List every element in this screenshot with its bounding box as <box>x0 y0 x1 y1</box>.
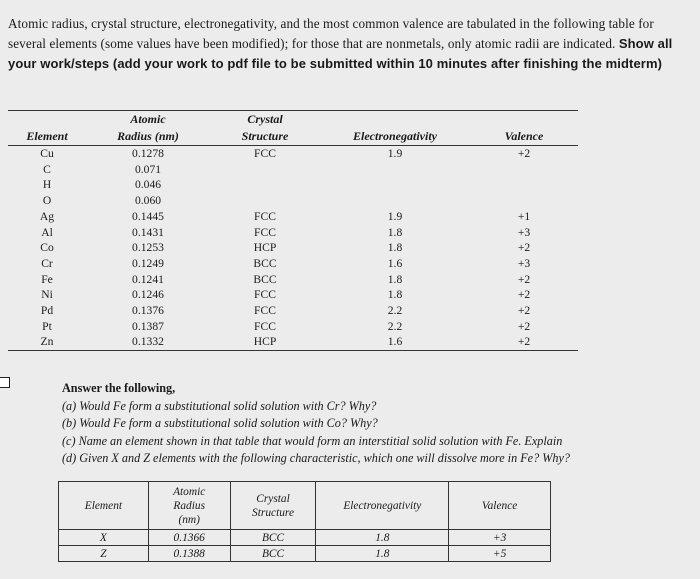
sub-header-valence: Valence <box>449 482 551 530</box>
element-cell-element: Zn <box>8 334 86 350</box>
element-cell-element: O <box>42 194 52 208</box>
element-cell-valence: +2 <box>517 304 531 318</box>
element-cell-radius: 0.1253 <box>132 241 164 255</box>
sub-header-element: Element <box>59 482 149 530</box>
element-cell-structure <box>210 193 320 209</box>
element-cell-electronegativity: 1.8 <box>387 288 403 302</box>
intro-paragraph <box>8 14 692 74</box>
element-cell-electronegativity: 1.8 <box>387 272 403 286</box>
element-cell-valence: +2 <box>517 319 531 333</box>
element-cell-electronegativity: 2.2 <box>387 304 403 318</box>
element-cell-element: Ni <box>41 288 53 302</box>
element-cell-valence: +1 <box>517 209 531 223</box>
element-cell-structure: BCC <box>253 272 277 286</box>
element-cell-electronegativity: 1.6 <box>387 256 403 270</box>
element-row <box>8 146 578 162</box>
element-cell-electronegativity <box>320 193 470 209</box>
questions-block <box>62 380 570 468</box>
element-cell-element: Ag <box>39 209 55 223</box>
element-cell-valence <box>470 162 578 178</box>
element-row <box>8 319 578 335</box>
element-cell-electronegativity: 1.9 <box>387 147 403 160</box>
element-cell-structure: BCC <box>253 256 277 270</box>
xz-elements-table <box>58 481 551 562</box>
element-cell-radius: 0.1278 <box>132 147 164 160</box>
xz-cell-valence: +3 <box>449 530 551 546</box>
element-cell-electronegativity <box>320 177 470 193</box>
element-row <box>8 256 578 272</box>
question-c: (c) Name an element shown in that table that would form an interstitial solid solution with Fe. Explain <box>62 433 563 448</box>
element-cell-element: Cu <box>40 147 54 160</box>
element-row <box>8 225 578 241</box>
element-cell-element: H <box>42 178 52 192</box>
element-row <box>8 303 578 319</box>
element-cell-structure <box>210 177 320 193</box>
element-cell-radius: 0.1387 <box>132 319 164 333</box>
xz-cell-structure: BCC <box>230 546 316 562</box>
element-cell-radius: 0.1376 <box>132 304 164 318</box>
element-cell-radius: 0.1249 <box>132 256 164 270</box>
element-cell-element: Al <box>41 225 53 239</box>
xz-cell-element: X <box>59 530 149 546</box>
element-cell-valence: +2 <box>517 147 531 160</box>
element-cell-radius: 0.060 <box>134 194 162 208</box>
elements-table <box>8 110 578 351</box>
header-radius-line1: Atomic <box>130 112 166 126</box>
element-cell-element: Pd <box>40 304 54 318</box>
element-cell-electronegativity <box>320 162 470 178</box>
sub-header-structure: Crystal Structure <box>230 482 316 530</box>
element-cell-radius: 0.1332 <box>86 334 210 350</box>
xz-cell-element: Z <box>59 546 149 562</box>
element-cell-element: Fe <box>41 272 53 286</box>
element-cell-element: Cr <box>41 256 53 270</box>
element-cell-valence <box>470 177 578 193</box>
element-cell-radius: 0.1246 <box>132 288 164 302</box>
element-cell-valence: +3 <box>517 256 531 270</box>
element-cell-radius: 0.1445 <box>132 209 164 223</box>
element-cell-electronegativity: 1.8 <box>387 241 403 255</box>
xz-cell-electronegativity: 1.8 <box>316 546 449 562</box>
element-cell-structure: HCP <box>253 241 277 255</box>
element-cell-structure: FCC <box>254 209 276 223</box>
header-structure-line2: Structure <box>210 128 320 146</box>
element-cell-valence: +2 <box>517 241 531 255</box>
questions-heading: Answer the following, <box>62 381 176 395</box>
header-element: Element <box>8 128 86 146</box>
xz-table-body <box>59 530 551 562</box>
element-cell-valence: +2 <box>470 334 578 350</box>
question-d: (d) Given X and Z elements with the following characteristic, which one will dissolve more in Fe? Why? <box>62 451 570 465</box>
question-a: (a) Would Fe form a substitutional solid solution with Cr? Why? <box>62 398 377 413</box>
element-cell-element: C <box>43 162 51 176</box>
header-valence: Valence <box>470 128 578 146</box>
element-cell-structure: FCC <box>254 147 276 160</box>
element-cell-electronegativity: 1.8 <box>387 225 403 239</box>
element-row <box>8 209 578 225</box>
element-cell-electronegativity: 1.6 <box>320 334 470 350</box>
element-cell-structure: FCC <box>254 304 276 318</box>
element-row <box>8 287 578 303</box>
xz-cell-structure: BCC <box>230 530 316 546</box>
xz-cell-radius: 0.1388 <box>148 546 230 562</box>
question-b: (b) Would Fe form a substitutional solid solution with Co? Why? <box>62 416 378 430</box>
element-row <box>8 193 578 209</box>
xz-row <box>59 530 551 546</box>
element-cell-structure: FCC <box>254 288 276 302</box>
element-cell-radius: 0.046 <box>134 178 162 192</box>
element-cell-structure: HCP <box>210 334 320 350</box>
header-electronegativity: Electronegativity <box>320 128 470 146</box>
xz-cell-valence: +5 <box>449 546 551 562</box>
element-cell-valence: +2 <box>517 272 531 286</box>
element-cell-element: Pt <box>42 319 52 333</box>
margin-bullet-marker <box>0 377 10 388</box>
xz-row <box>59 546 551 562</box>
element-cell-radius: 0.1241 <box>132 272 164 286</box>
element-row <box>8 162 578 178</box>
element-cell-electronegativity: 2.2 <box>387 319 403 333</box>
elements-table-body <box>8 146 578 351</box>
element-row <box>8 334 578 350</box>
element-cell-radius: 0.071 <box>134 162 162 176</box>
element-row <box>8 272 578 288</box>
element-cell-structure: FCC <box>254 225 276 239</box>
element-cell-structure <box>210 162 320 178</box>
element-row <box>8 240 578 256</box>
intro-bold-instruction: Show all your work/steps (add your work to pdf file to be submitted within 10 minutes after finishing the midterm) <box>8 36 673 71</box>
element-cell-radius: 0.1431 <box>132 225 164 239</box>
sub-header-radius: Atomic Radius (nm) <box>148 482 230 530</box>
element-cell-structure: FCC <box>254 319 276 333</box>
element-cell-valence: +3 <box>517 225 531 239</box>
element-cell-valence: +2 <box>517 288 531 302</box>
sub-header-electronegativity: Electronegativity <box>316 482 449 530</box>
element-cell-electronegativity: 1.9 <box>387 209 403 223</box>
element-row <box>8 177 578 193</box>
element-cell-element: Co <box>40 241 54 255</box>
xz-cell-radius: 0.1366 <box>148 530 230 546</box>
element-cell-valence <box>470 193 578 209</box>
intro-text: Atomic radius, crystal structure, electronegativity, and the most common valence are tabulated in the following table for several elements (some values have been modified); for those that are nonmetals, only atomic radii are indicated. <box>8 16 654 51</box>
xz-cell-electronegativity: 1.8 <box>316 530 449 546</box>
header-radius-line2: Radius (nm) <box>86 128 210 146</box>
header-structure-line1: Crystal <box>247 112 283 126</box>
